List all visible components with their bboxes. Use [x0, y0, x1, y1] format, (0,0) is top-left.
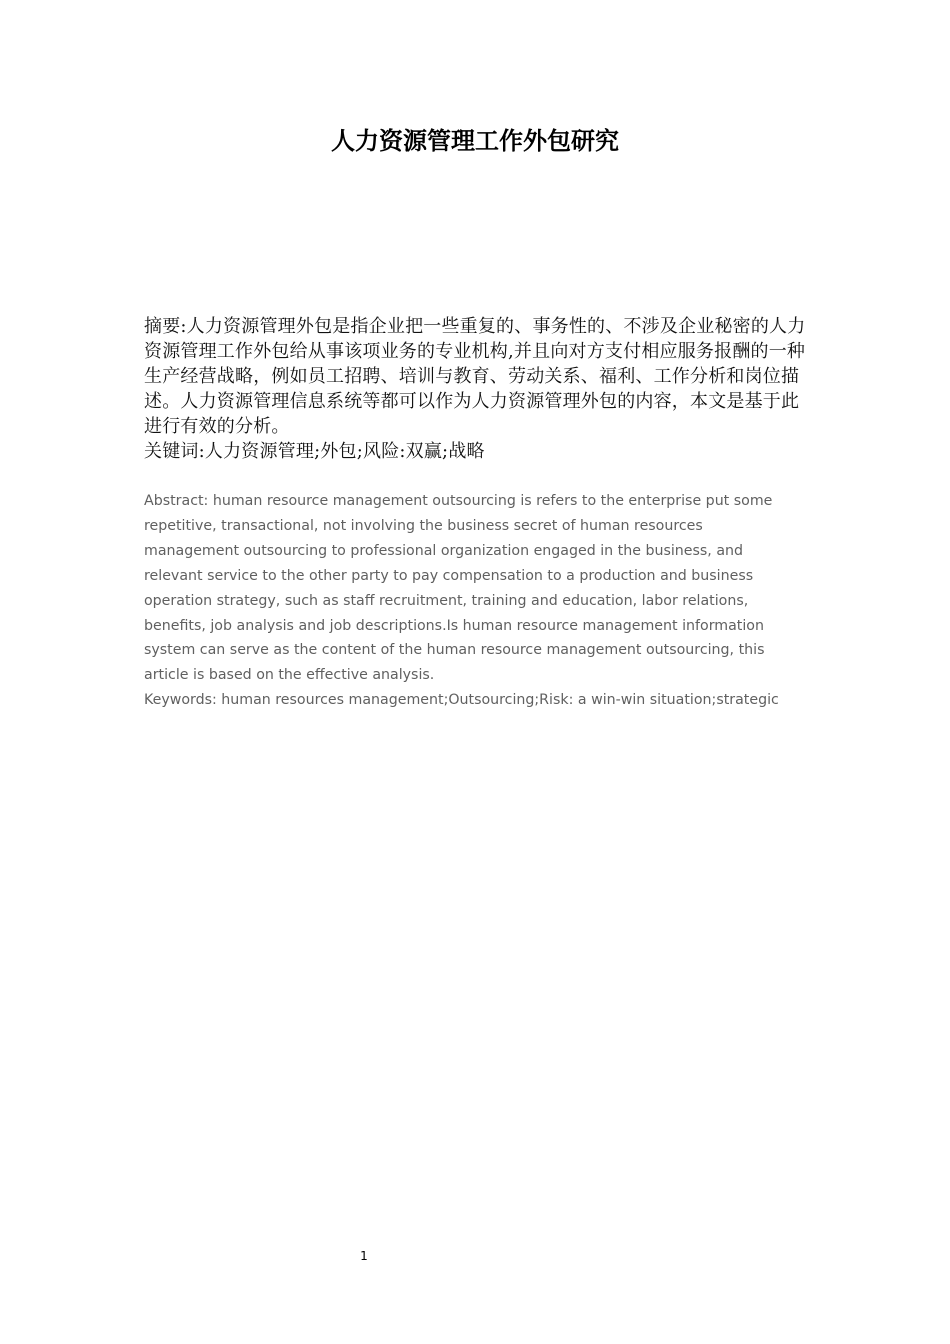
chinese-abstract: 摘要:人力资源管理外包是指企业把一些重复的、事务性的、不涉及企业秘密的人力资源管理工作外包给从事该项业务的专业机构,并且向对方支付相应服务报酬的一种生产经营战略，例如员工招聘、培训与教育、劳动关系、福利、工作分析和岗位描述。人力资源管理信息系统等都可以作为人力资源管理外包的内容，本文是基于此进行有效的分析。	[144, 316, 806, 437]
document-title: 人力资源管理工作外包研究	[331, 127, 619, 155]
chinese-abstract-section	[144, 314, 810, 464]
page-number: 1	[360, 1249, 368, 1263]
chinese-keywords: 关键词:人力资源管理;外包;风险:双赢;战略	[144, 441, 485, 462]
english-abstract: Abstract: human resource management outsourcing is refers to the enterprise put some repetitive, transactional, not involving the business secret of human resources management outsourcing to professional organization engaged in the business, and relevant service to the other party to pay compensation to a production and business operation strategy, such as staff recruitment, training and education, labor relations, benefits, job analysis and job descriptions.Is human resource management information system can serve as the content of the human resource management outsourcing, this article is based on the effective analysis.	[144, 493, 773, 684]
english-keywords: Keywords: human resources management;Outsourcing;Risk: a win-win situation;strategic	[144, 692, 779, 709]
english-abstract-section	[144, 489, 794, 713]
